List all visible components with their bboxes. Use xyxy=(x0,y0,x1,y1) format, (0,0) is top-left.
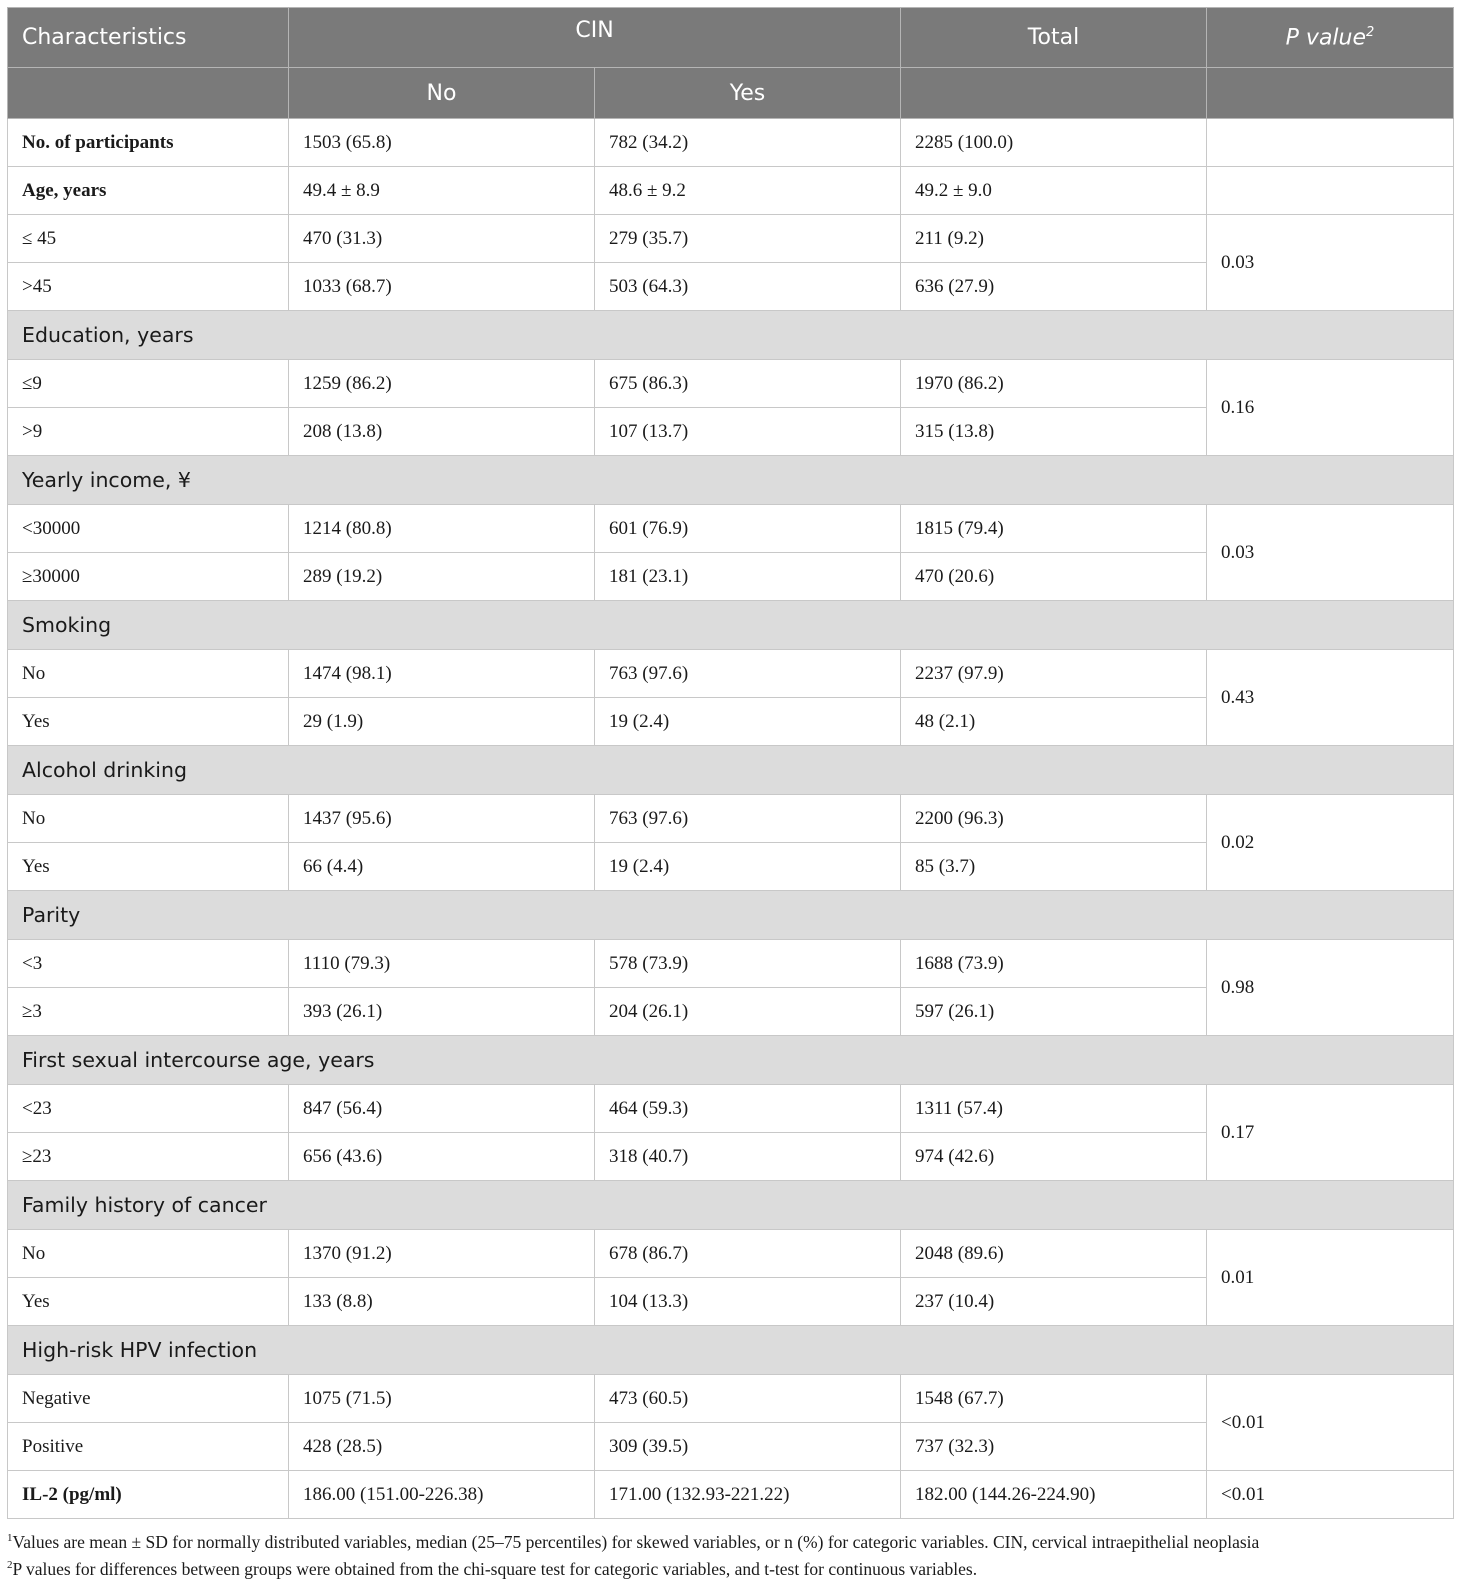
row-label: ≤9 xyxy=(8,360,289,408)
section-row xyxy=(8,891,1454,940)
cell-yes: 171.00 (132.93-221.22) xyxy=(595,1471,901,1519)
cell-yes: 675 (86.3) xyxy=(595,360,901,408)
table-row xyxy=(8,119,1454,167)
cell-no: 847 (56.4) xyxy=(289,1085,595,1133)
section-row xyxy=(8,1326,1454,1375)
section-title: Education, years xyxy=(8,311,1454,360)
footnote-2-text: P values for differences between groups were obtained from the chi-square test for categoric variables, and t-test for continuous variables. xyxy=(12,1558,978,1579)
cell-p-value: 0.17 xyxy=(1207,1085,1454,1181)
cell-yes: 279 (35.7) xyxy=(595,215,901,263)
cell-yes: 464 (59.3) xyxy=(595,1085,901,1133)
row-label: <23 xyxy=(8,1085,289,1133)
table-container xyxy=(7,7,1453,1581)
cell-p-value: 0.03 xyxy=(1207,505,1454,601)
footnote-2-mark: 2 xyxy=(7,1558,13,1571)
section-title: Family history of cancer xyxy=(8,1181,1454,1230)
section-title: Parity xyxy=(8,891,1454,940)
section-title: Smoking xyxy=(8,601,1454,650)
cell-total: 2048 (89.6) xyxy=(901,1230,1207,1278)
header-empty xyxy=(901,68,1207,119)
cell-p-value: 0.98 xyxy=(1207,940,1454,1036)
cell-p-value: 0.43 xyxy=(1207,650,1454,746)
header-empty xyxy=(8,68,289,119)
cell-total: 636 (27.9) xyxy=(901,263,1207,311)
cell-yes: 104 (13.3) xyxy=(595,1278,901,1326)
cell-total: 974 (42.6) xyxy=(901,1133,1207,1181)
section-row xyxy=(8,311,1454,360)
cell-no: 1437 (95.6) xyxy=(289,795,595,843)
cell-no: 1214 (80.8) xyxy=(289,505,595,553)
cell-total: 85 (3.7) xyxy=(901,843,1207,891)
cell-no: 29 (1.9) xyxy=(289,698,595,746)
table-row xyxy=(8,940,1454,988)
cell-yes: 48.6 ± 9.2 xyxy=(595,167,901,215)
cell-no: 49.4 ± 8.9 xyxy=(289,167,595,215)
cell-yes: 678 (86.7) xyxy=(595,1230,901,1278)
section-row xyxy=(8,456,1454,505)
cell-yes: 601 (76.9) xyxy=(595,505,901,553)
cell-yes: 309 (39.5) xyxy=(595,1423,901,1471)
table-row xyxy=(8,215,1454,263)
table-row xyxy=(8,505,1454,553)
cell-no: 1474 (98.1) xyxy=(289,650,595,698)
cell-no: 1370 (91.2) xyxy=(289,1230,595,1278)
cell-total: 2237 (97.9) xyxy=(901,650,1207,698)
cell-yes: 782 (34.2) xyxy=(595,119,901,167)
cell-total: 211 (9.2) xyxy=(901,215,1207,263)
cell-p xyxy=(1207,167,1454,215)
cell-total: 1815 (79.4) xyxy=(901,505,1207,553)
cell-total: 597 (26.1) xyxy=(901,988,1207,1036)
cell-yes: 318 (40.7) xyxy=(595,1133,901,1181)
row-label: <30000 xyxy=(8,505,289,553)
characteristics-table xyxy=(7,7,1454,1519)
table-row xyxy=(8,1230,1454,1278)
cell-yes: 578 (73.9) xyxy=(595,940,901,988)
footnote-1 xyxy=(7,1527,1453,1554)
cell-no: 428 (28.5) xyxy=(289,1423,595,1471)
cell-no: 1259 (86.2) xyxy=(289,360,595,408)
row-label: Positive xyxy=(8,1423,289,1471)
cell-no: 289 (19.2) xyxy=(289,553,595,601)
row-label: Yes xyxy=(8,1278,289,1326)
cell-yes: 204 (26.1) xyxy=(595,988,901,1036)
section-title: First sexual intercourse age, years xyxy=(8,1036,1454,1085)
cell-no: 208 (13.8) xyxy=(289,408,595,456)
cell-yes: 503 (64.3) xyxy=(595,263,901,311)
row-label: ≤ 45 xyxy=(8,215,289,263)
table-row xyxy=(8,167,1454,215)
footnotes xyxy=(7,1527,1453,1581)
section-row xyxy=(8,1181,1454,1230)
cell-total: 2285 (100.0) xyxy=(901,119,1207,167)
row-label: No xyxy=(8,1230,289,1278)
cell-p-value: <0.01 xyxy=(1207,1375,1454,1471)
row-label: No xyxy=(8,795,289,843)
row-label: ≥3 xyxy=(8,988,289,1036)
section-title: Alcohol drinking xyxy=(8,746,1454,795)
cell-no: 393 (26.1) xyxy=(289,988,595,1036)
cell-no: 1503 (65.8) xyxy=(289,119,595,167)
row-label: >45 xyxy=(8,263,289,311)
row-label: >9 xyxy=(8,408,289,456)
section-row xyxy=(8,601,1454,650)
header-p-value-text: P value xyxy=(1285,25,1367,51)
header-no: No xyxy=(289,68,595,119)
cell-total: 315 (13.8) xyxy=(901,408,1207,456)
header-empty xyxy=(1207,68,1454,119)
section-title: High-risk HPV infection xyxy=(8,1326,1454,1375)
table-row xyxy=(8,1375,1454,1423)
cell-total: 49.2 ± 9.0 xyxy=(901,167,1207,215)
header-row-2 xyxy=(8,68,1454,119)
cell-yes: 763 (97.6) xyxy=(595,795,901,843)
row-label: No. of participants xyxy=(8,119,289,167)
cell-yes: 473 (60.5) xyxy=(595,1375,901,1423)
header-p-value-sup: 2 xyxy=(1366,24,1375,40)
cell-p-value: 0.02 xyxy=(1207,795,1454,891)
cell-no: 1033 (68.7) xyxy=(289,263,595,311)
row-label: ≥30000 xyxy=(8,553,289,601)
header-cin: CIN xyxy=(289,8,901,68)
cell-no: 66 (4.4) xyxy=(289,843,595,891)
table-row xyxy=(8,1471,1454,1519)
footnote-1-mark: 1 xyxy=(7,1532,13,1544)
cell-no: 186.00 (151.00-226.38) xyxy=(289,1471,595,1519)
row-label: No xyxy=(8,650,289,698)
cell-total: 182.00 (144.26-224.90) xyxy=(901,1471,1207,1519)
cell-no: 656 (43.6) xyxy=(289,1133,595,1181)
cell-p-value: 0.01 xyxy=(1207,1230,1454,1326)
cell-yes: 181 (23.1) xyxy=(595,553,901,601)
row-label: Yes xyxy=(8,698,289,746)
cell-total: 2200 (96.3) xyxy=(901,795,1207,843)
cell-total: 470 (20.6) xyxy=(901,553,1207,601)
cell-no: 1075 (71.5) xyxy=(289,1375,595,1423)
section-title: Yearly income, ¥ xyxy=(8,456,1454,505)
cell-total: 1311 (57.4) xyxy=(901,1085,1207,1133)
cell-p xyxy=(1207,119,1454,167)
row-label: Yes xyxy=(8,843,289,891)
row-label: Age, years xyxy=(8,167,289,215)
cell-yes: 19 (2.4) xyxy=(595,843,901,891)
cell-p-value: <0.01 xyxy=(1207,1471,1454,1519)
cell-no: 133 (8.8) xyxy=(289,1278,595,1326)
row-label: Negative xyxy=(8,1375,289,1423)
cell-total: 48 (2.1) xyxy=(901,698,1207,746)
row-label: IL-2 (pg/ml) xyxy=(8,1471,289,1519)
section-row xyxy=(8,1036,1454,1085)
cell-total: 1548 (67.7) xyxy=(901,1375,1207,1423)
row-label: <3 xyxy=(8,940,289,988)
cell-p-value: 0.16 xyxy=(1207,360,1454,456)
header-yes: Yes xyxy=(595,68,901,119)
header-row-1 xyxy=(8,8,1454,68)
section-row xyxy=(8,746,1454,795)
cell-p-value: 0.03 xyxy=(1207,215,1454,311)
table-row xyxy=(8,360,1454,408)
cell-yes: 107 (13.7) xyxy=(595,408,901,456)
footnote-2 xyxy=(7,1554,1453,1581)
cell-total: 1970 (86.2) xyxy=(901,360,1207,408)
table-row xyxy=(8,650,1454,698)
table-row xyxy=(8,1085,1454,1133)
cell-yes: 19 (2.4) xyxy=(595,698,901,746)
cell-total: 237 (10.4) xyxy=(901,1278,1207,1326)
table-row xyxy=(8,795,1454,843)
row-label: ≥23 xyxy=(8,1133,289,1181)
cell-total: 737 (32.3) xyxy=(901,1423,1207,1471)
cell-yes: 763 (97.6) xyxy=(595,650,901,698)
footnote-1-text: Values are mean ± SD for normally distributed variables, median (25–75 percentiles) for skewed variables, or n (%) for categoric variables. CIN, cervical intraepithelial neoplasia xyxy=(12,1531,1260,1552)
cell-no: 470 (31.3) xyxy=(289,215,595,263)
cell-total: 1688 (73.9) xyxy=(901,940,1207,988)
cell-no: 1110 (79.3) xyxy=(289,940,595,988)
header-p-value xyxy=(1207,8,1454,68)
header-total: Total xyxy=(901,8,1207,68)
header-characteristics: Characteristics xyxy=(8,8,289,68)
